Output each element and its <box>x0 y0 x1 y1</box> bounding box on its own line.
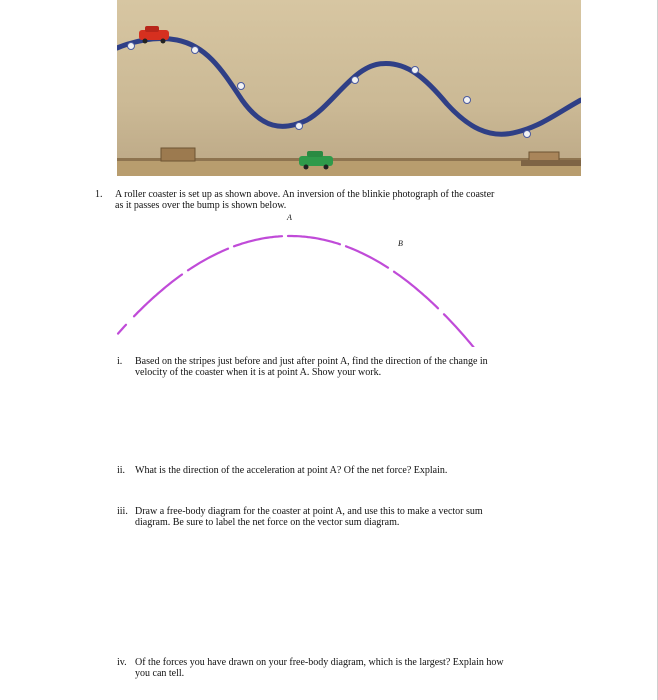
question-text-line: as it passes over the bump is shown below. <box>115 200 287 211</box>
part-text-line: velocity of the coaster when it is at point A. Show your work. <box>135 367 382 378</box>
blinkie-stripe <box>288 236 340 244</box>
table-shelf <box>117 160 581 176</box>
point-a-label: A <box>287 213 292 222</box>
part-numeral: iv. <box>117 657 127 668</box>
question-text-line: A roller coaster is set up as shown above. An inversion of the blinkie photograph of the coaster <box>115 189 495 200</box>
blinkie-stripe <box>234 236 282 246</box>
part-iii <box>117 506 597 530</box>
part-ii <box>117 465 597 477</box>
part-text-line: diagram. Be sure to label the net force on the vector sum diagram. <box>135 517 400 528</box>
question-1 <box>95 189 595 213</box>
blinkie-stripe <box>134 275 182 317</box>
part-text-line: Based on the stripes just before and just after point A, find the direction of the change in <box>135 356 488 367</box>
wood-base-right <box>521 160 581 166</box>
part-text-line: you can tell. <box>135 668 185 679</box>
blinkie-stripe <box>188 249 228 271</box>
blinkie-stripe <box>346 246 388 267</box>
part-text-line: What is the direction of the acceleration at point A? Of the net force? Explain. <box>135 465 448 476</box>
part-text-line: Draw a free-body diagram for the coaster at point A, and use this to make a vector sum <box>135 506 483 517</box>
question-number: 1. <box>95 189 103 200</box>
part-numeral: iii. <box>117 506 128 517</box>
part-numeral: i. <box>117 356 123 367</box>
part-iv <box>117 657 597 681</box>
blinkie-stripe <box>394 272 438 309</box>
roller-coaster-photo <box>117 0 581 176</box>
blinkie-stripe <box>118 325 126 334</box>
part-numeral: ii. <box>117 465 126 476</box>
roller-coaster-photo-drawing <box>117 0 581 176</box>
blinkie-stripe <box>444 314 476 347</box>
blinkie-figure <box>112 222 502 347</box>
part-text-line: Of the forces you have drawn on your free-body diagram, which is the largest? Explain how <box>135 657 504 668</box>
part-i <box>117 356 597 380</box>
wood-block-left <box>161 148 195 161</box>
point-b-label: B <box>398 239 403 248</box>
